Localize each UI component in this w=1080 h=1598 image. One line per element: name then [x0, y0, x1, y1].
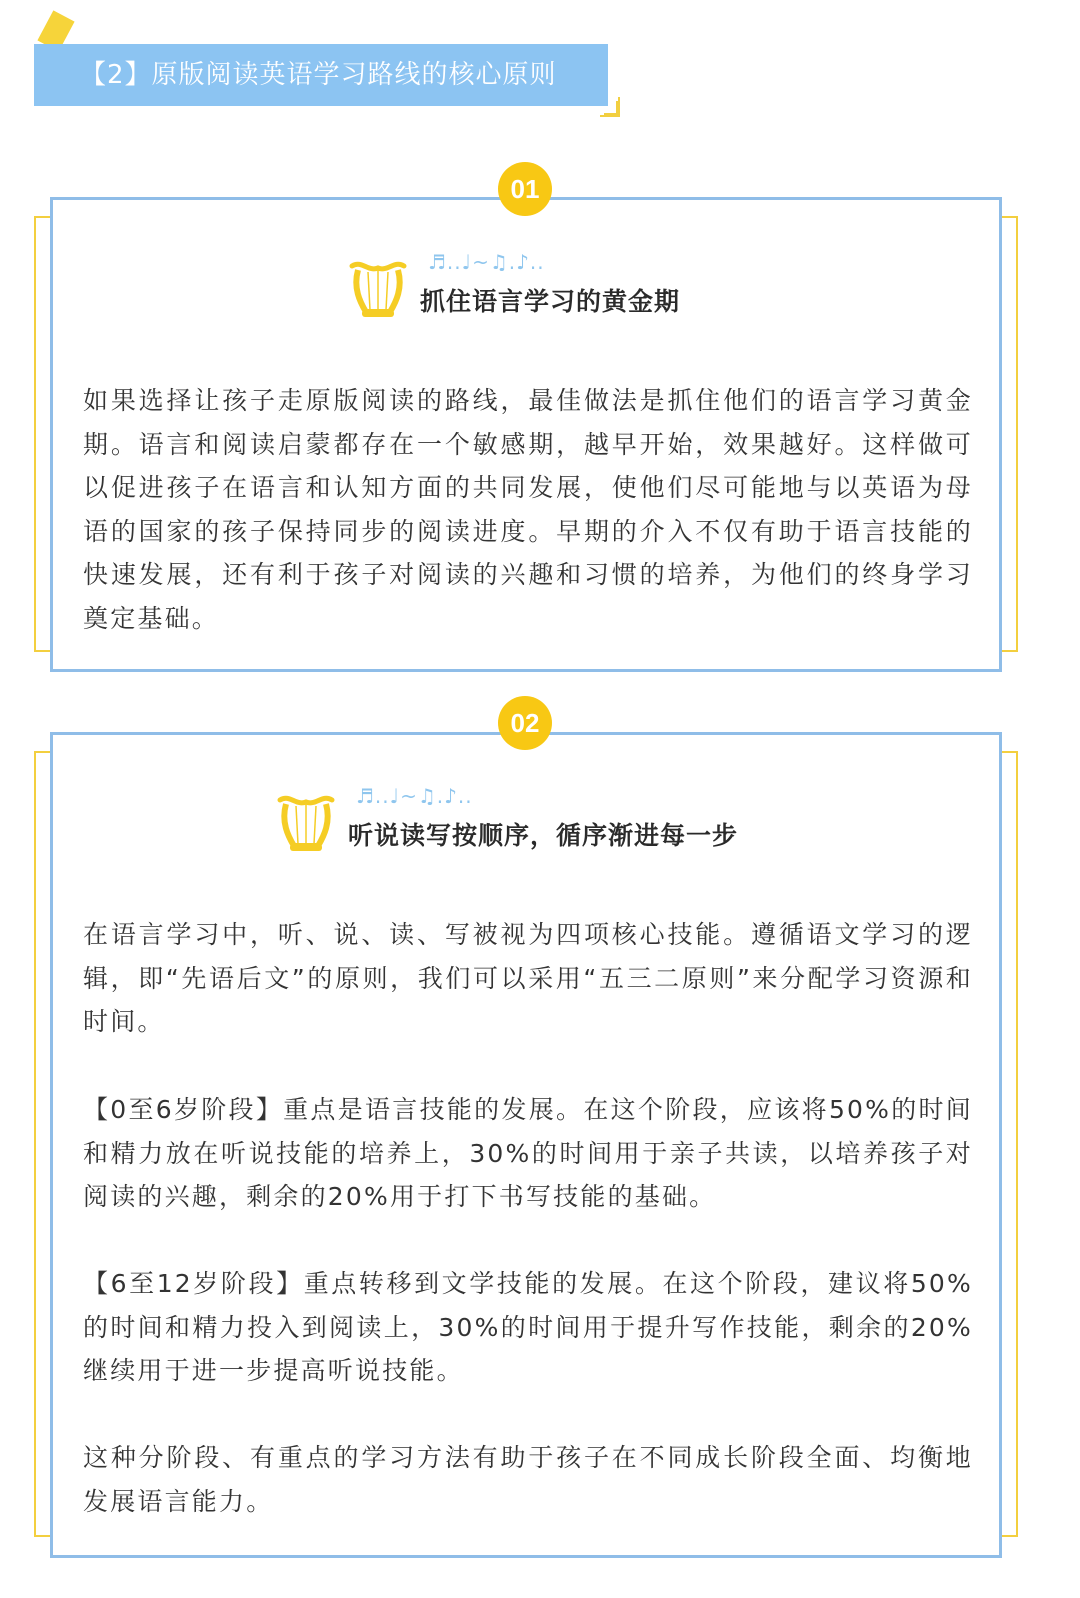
lyre-icon	[346, 258, 410, 322]
card-2-title: 听说读写按顺序，循序渐进每一步	[348, 821, 739, 850]
card-1-paragraph: 如果选择让孩子走原版阅读的路线，最佳做法是抓住他们的语言学习黄金期。语言和阅读启蒙都存在一个敏感期，越早开始，效果越好。这样做可以促进孩子在语言和认知方面的共同发展，使他们尽可能地与以英语为母语的国家的孩子保持同步的阅读进度。早期的介入不仅有助于语言技能的快速发展，还有利于孩子对阅读的兴趣和习惯的培养，为他们的终身学习奠定基础。	[83, 386, 973, 633]
card-2-paragraph-summary: 这种分阶段、有重点的学习方法有助于孩子在不同成长阶段全面、均衡地发展语言能力。	[83, 1443, 973, 1516]
card-2-paragraph-age-0-6: 【0至6岁阶段】重点是语言技能的发展。在这个阶段，应该将50%的时间和精力放在听说技能的培养上，30%的时间用于亲子共读，以培养孩子对阅读的兴趣，剩余的20%用于打下书写技能的基础。	[83, 1095, 973, 1211]
card-2-number-badge: 02	[498, 696, 552, 750]
section-title: 【2】原版阅读英语学习路线的核心原则	[80, 60, 557, 90]
card-1-number-badge: 01	[498, 162, 552, 216]
music-notes-decoration: ♬..♩~♫.♪..	[428, 250, 545, 274]
card-2-paragraph-age-6-12: 【6至12岁阶段】重点转移到文学技能的发展。在这个阶段，建议将50%的时间和精力投入到阅读上，30%的时间用于提升写作技能，剩余的20%继续用于进一步提高听说技能。	[83, 1269, 973, 1385]
card-2-paragraph-intro: 在语言学习中，听、说、读、写被视为四项核心技能。遵循语文学习的逻辑，即“先语后文”的原则，我们可以采用“五三二原则”来分配学习资源和时间。	[83, 920, 973, 1036]
banner-corner-decoration-inner	[604, 101, 618, 115]
card-1-title: 抓住语言学习的黄金期	[420, 287, 681, 316]
lyre-icon	[274, 792, 338, 856]
music-notes-decoration: ♬..♩~♫.♪..	[356, 784, 473, 808]
